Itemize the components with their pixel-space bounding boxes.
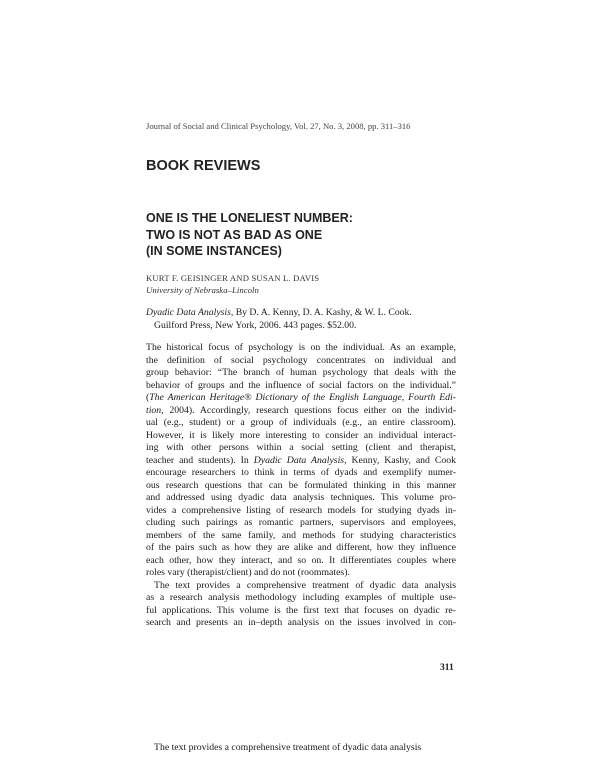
- text-line: each other, how they interact, and so on. It differentiates couples where: [146, 554, 456, 566]
- text-line: The historical focus of psychology is on the individual. As an example,: [146, 342, 456, 353]
- text-line: search and presents an in–depth analysis on the issues involved in con-: [146, 617, 456, 628]
- body-paragraph: [146, 342, 456, 630]
- text-line: [146, 392, 456, 405]
- text-line: group behavior: “The branch of human psychology that deals with the: [146, 367, 456, 378]
- text-line: [146, 455, 456, 468]
- text-line: ing with other persons within a social setting (client and therapist,: [146, 442, 456, 453]
- text-line: cluding such pairings as romantic partners, supervisors and employees,: [146, 517, 456, 528]
- section-title: BOOK REVIEWS: [146, 158, 261, 174]
- text-line: the definition of social psychology concentrates on individual and: [146, 354, 456, 366]
- text-line: and addressed using dyadic data analysis techniques. This volume pro-: [146, 492, 456, 503]
- affiliation: University of Nebraska–Lincoln: [146, 285, 259, 295]
- authors: KURT F. GEISINGER AND SUSAN L. DAVIS: [146, 273, 320, 283]
- book-title-inline: Dyadic Data Analysis: [253, 454, 345, 466]
- text-line: as a research analysis methodology including examples of multiple use-: [146, 592, 456, 603]
- text-fragment: , 2004). Accordingly, research questions focus either on the individ-: [161, 404, 456, 416]
- page-number: 311: [440, 663, 454, 673]
- text-line: behavior of groups and the influence of social factors on the individual.”: [146, 379, 456, 391]
- text-line: vides a comprehensive listing of research models for studying dyads in-: [146, 504, 456, 516]
- text-line: of the pairs such as how they are alike and different, how they influence: [146, 542, 456, 553]
- article-title: [146, 210, 353, 260]
- text-line: The text provides a comprehensive treatment of dyadic data analysis: [154, 579, 456, 591]
- book-title: Dyadic Data Analysis: [146, 307, 231, 318]
- article-title-line: (IN SOME INSTANCES): [146, 244, 282, 258]
- text-line: members of the same family, and methods for studying characteristics: [146, 529, 456, 541]
- text-fragment: (: [146, 392, 150, 403]
- citation-line: [146, 307, 454, 320]
- dictionary-title: The American Heritage® Dictionary of the English Language, Fourth Edi-: [149, 392, 456, 403]
- text-line: encourage researchers to think in terms of dyads and exemplify numer-: [146, 467, 456, 478]
- article-title-line: TWO IS NOT AS BAD AS ONE: [146, 227, 323, 242]
- book-citation: [146, 307, 454, 332]
- text-line: The text provides a comprehensive treatment of dyadic data analysis: [154, 742, 422, 753]
- dictionary-title-end: tion: [146, 404, 162, 416]
- citation-authors: , By D. A. Kenny, D. A. Kashy, & W. L. Cook.: [230, 307, 412, 318]
- citation-publisher: Guilford Press, New York, 2006. 443 pages. $52.00.: [154, 319, 357, 331]
- text-line: ual (e.g., student) or a group of individuals (e.g., an entire classroom).: [146, 417, 456, 428]
- text-line: However, it is likely more interesting to consider an individual interact-: [146, 429, 456, 441]
- text-line: ous research questions that can be formulated thinking in this manner: [146, 479, 456, 491]
- article-title-line: ONE IS THE LONELIEST NUMBER:: [146, 211, 353, 225]
- text-fragment: , Kenny, Kashy, and Cook: [344, 454, 456, 466]
- next-page-paragraph: [146, 742, 456, 755]
- text-line: [146, 405, 456, 418]
- text-fragment: teacher and students). In: [146, 454, 254, 466]
- text-line: roles vary (therapist/client) and do not (roommates).: [146, 567, 350, 578]
- text-line: ful applications. This volume is the first text that focuses on dyadic re-: [146, 604, 456, 616]
- running-head: Journal of Social and Clinical Psychology, Vol. 27, No. 3, 2008, pp. 311–316: [146, 121, 411, 131]
